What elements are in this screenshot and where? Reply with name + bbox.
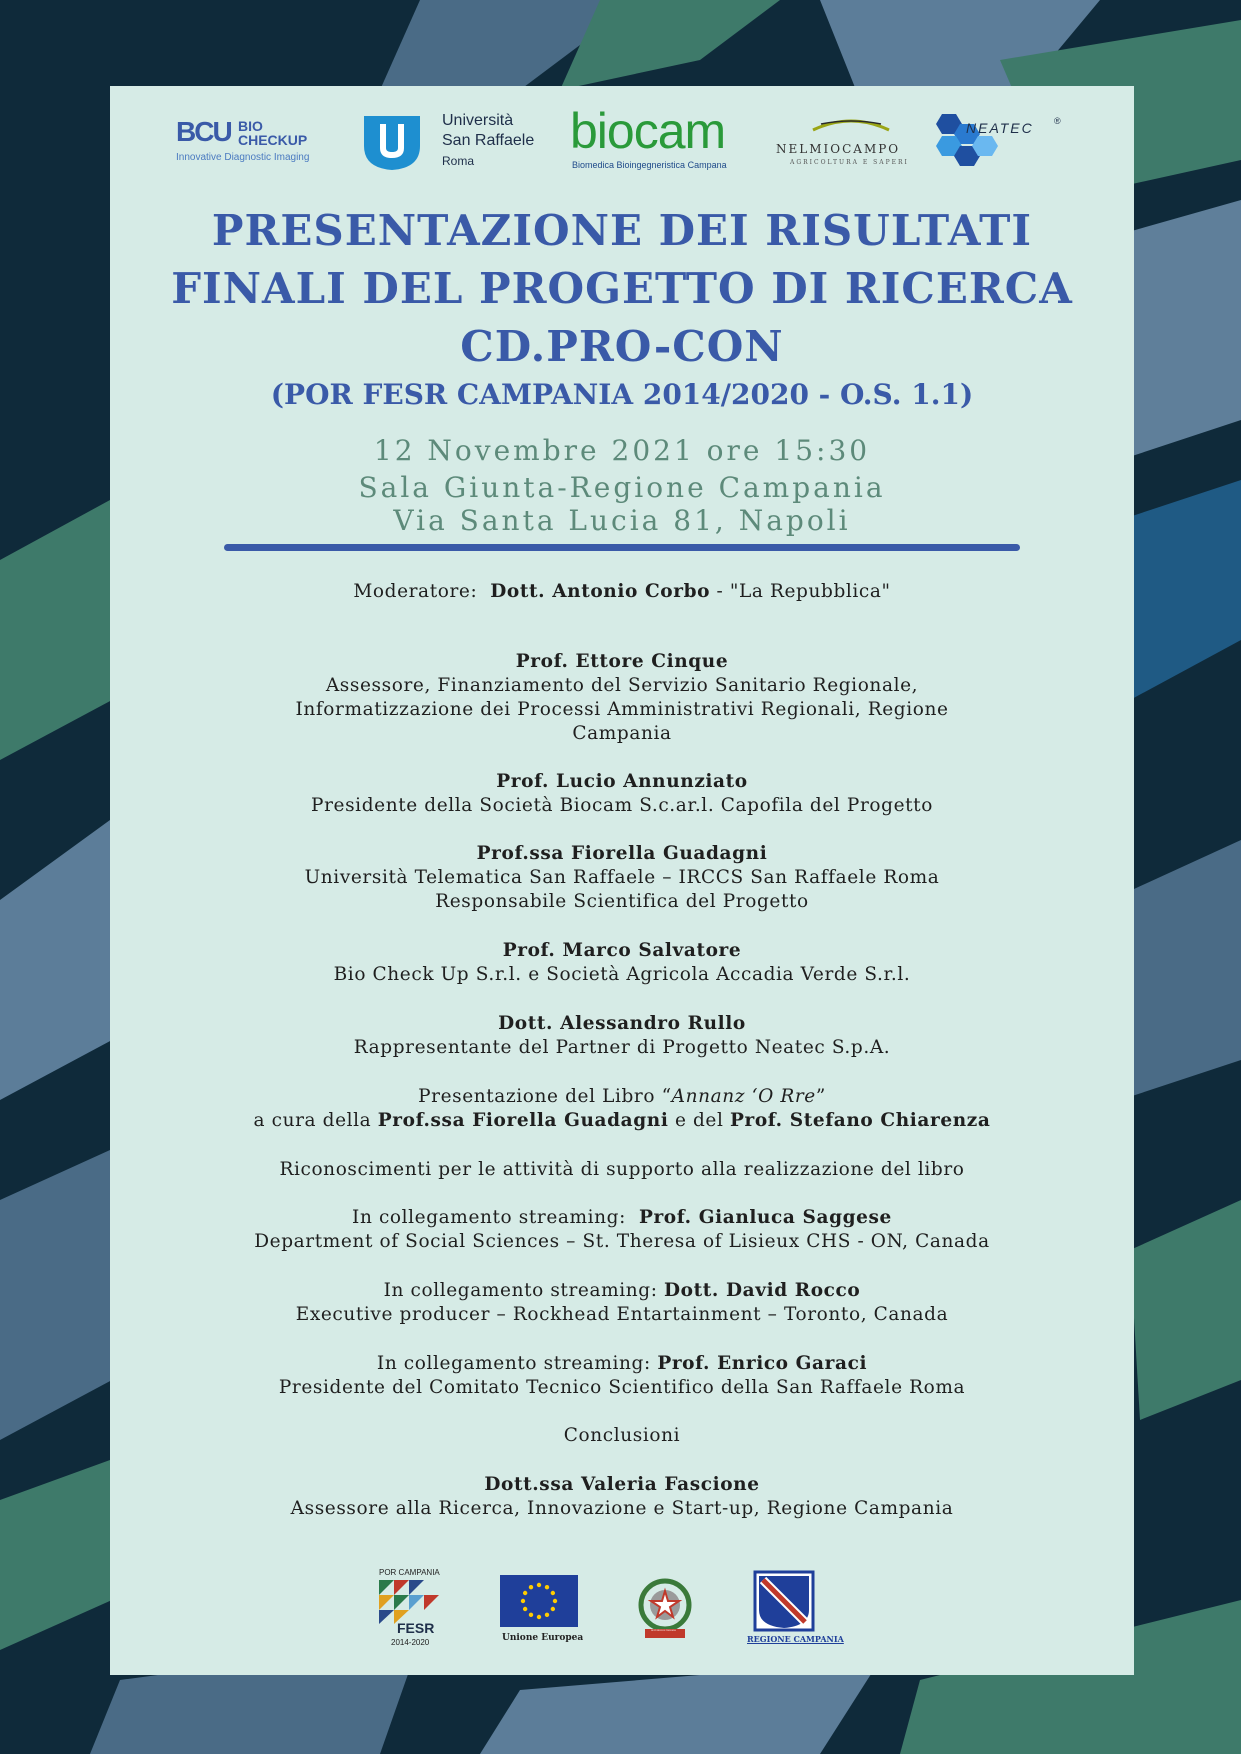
biocheckup-tagline: Innovative Diagnostic Imaging xyxy=(176,152,310,163)
nelmiocampo-leaf-icon xyxy=(811,116,891,138)
speaker-1-role-line-3: Campania xyxy=(572,723,672,744)
por-fesr-logo xyxy=(379,1568,443,1652)
nelmiocampo-tagline: AGRICOLTURA E SAPERI xyxy=(790,159,909,166)
unisr-name-2: San Raffaele xyxy=(442,132,535,149)
title-line-3: CD.PRO-CON xyxy=(460,322,784,371)
speaker-1-role-line-2: Informatizzazione dei Processi Amministrativi Regionali, Regione xyxy=(295,699,949,720)
por-line-3: 2014-2020 xyxy=(391,1638,430,1647)
speaker-2-name: Prof. Lucio Annunziato xyxy=(496,771,748,792)
streaming-2-role: Executive producer – Rockhead Entartainment – Toronto, Canada xyxy=(295,1304,949,1325)
book-author-1: Prof.ssa Fiorella Guadagni xyxy=(377,1110,669,1131)
neatec-hexagons-icon xyxy=(930,110,1020,170)
speaker-1-name: Prof. Ettore Cinque xyxy=(515,651,729,672)
eu-logo xyxy=(500,1575,582,1655)
book-author-2: Prof. Stefano Chiarenza xyxy=(729,1110,991,1131)
streaming-block-2 xyxy=(112,1279,1132,1327)
moderator-label: Moderatore: xyxy=(353,581,478,602)
italy-emblem-label: REPUBBLICA ITALIANA xyxy=(651,1630,676,1632)
nelmiocampo-name: NELMIOCAMPO xyxy=(776,142,901,156)
event-venue: Sala Giunta-Regione Campania xyxy=(358,471,886,504)
title-subtitle: (POR FESR CAMPANIA 2014/2020 - O.S. 1.1) xyxy=(270,378,974,411)
speaker-block-3 xyxy=(112,842,1132,914)
speaker-2-role: Presidente della Società Biocam S.c.ar.l. Capofila del Progetto xyxy=(311,795,933,816)
biocam-tagline: Biomedica Bioingegneristica Campana xyxy=(572,160,727,170)
streaming-3-name: Prof. Enrico Garaci xyxy=(657,1353,868,1374)
event-datetime: 12 Novembre 2021 ore 15:30 xyxy=(373,434,871,467)
moderator-affiliation: - "La Repubblica" xyxy=(716,581,891,602)
book-curated-by: a cura della xyxy=(253,1110,372,1131)
book-presentation xyxy=(112,1085,1132,1133)
speaker-1-role-line-1: Assessore, Finanziamento del Servizio Sanitario Regionale, xyxy=(325,675,919,696)
biocam-logo xyxy=(570,103,760,180)
institution-logos-bottom xyxy=(375,1568,844,1648)
eu-label: Unione Europea xyxy=(502,1633,584,1643)
por-line-1: POR CAMPANIA xyxy=(379,1568,440,1577)
neatec-logo xyxy=(930,110,1080,180)
speaker-4-role: Bio Check Up S.r.l. e Società Agricola Accadia Verde S.r.l. xyxy=(333,964,911,985)
main-title xyxy=(112,206,1132,416)
biocam-name: biocam xyxy=(570,103,726,159)
por-triangles-icon xyxy=(379,1580,441,1624)
streaming-block-1 xyxy=(112,1206,1132,1254)
section-divider xyxy=(224,544,1020,551)
por-line-2: FESR xyxy=(397,1620,435,1636)
unisr-shield-icon xyxy=(360,112,424,172)
streaming-block-3 xyxy=(112,1352,1132,1400)
neatec-registered-mark: ® xyxy=(1054,116,1061,126)
streaming-3-role: Presidente del Comitato Tecnico Scientifico della San Raffaele Roma xyxy=(278,1377,966,1398)
streaming-2-label: In collegamento streaming: xyxy=(383,1280,658,1301)
biocheckup-logo xyxy=(176,110,326,180)
eu-flag-icon xyxy=(500,1575,578,1627)
speaker-3-name: Prof.ssa Fiorella Guadagni xyxy=(476,843,768,864)
campania-shield-icon xyxy=(753,1570,815,1632)
neatec-name: NEATEC xyxy=(966,120,1034,136)
book-close-quote: ” xyxy=(815,1086,826,1107)
unisr-city: Roma xyxy=(442,154,475,168)
partner-logos-top xyxy=(170,103,1080,180)
biocheckup-mark: BCU xyxy=(176,116,231,147)
speaker-4-name: Prof. Marco Salvatore xyxy=(502,940,742,961)
speaker-block-1 xyxy=(112,650,1132,746)
streaming-1-name: Prof. Gianluca Saggese xyxy=(638,1207,892,1228)
unisr-name-1: Università xyxy=(442,112,514,129)
biocheckup-name-1: BIO xyxy=(238,118,263,134)
closing-name: Dott.ssa Valeria Fascione xyxy=(484,1474,760,1495)
speaker-5-role: Rappresentante del Partner di Progetto Neatec S.p.A. xyxy=(353,1037,891,1058)
speaker-block-4 xyxy=(112,939,1132,987)
nelmiocampo-logo xyxy=(776,110,926,180)
streaming-3-label: In collegamento streaming: xyxy=(376,1353,651,1374)
streaming-1-label: In collegamento streaming: xyxy=(352,1207,626,1228)
event-address: Via Santa Lucia 81, Napoli xyxy=(393,504,851,537)
closing-role: Assessore alla Ricerca, Innovazione e Start-up, Regione Campania xyxy=(290,1498,954,1519)
book-and: e del xyxy=(674,1110,724,1131)
streaming-2-name: Dott. David Rocco xyxy=(664,1280,861,1301)
title-line-2: FINALI DEL PROGETTO DI RICERCA xyxy=(171,264,1073,313)
campania-label: REGIONE CAMPANIA xyxy=(747,1634,844,1644)
speaker-block-2 xyxy=(112,770,1132,818)
speaker-5-name: Dott. Alessandro Rullo xyxy=(498,1013,746,1034)
unisr-logo xyxy=(360,110,560,180)
biocheckup-name-2: CHECKUP xyxy=(238,132,308,148)
speaker-block-5 xyxy=(112,1012,1132,1060)
title-line-1: PRESENTAZIONE DEI RISULTATI xyxy=(211,206,1033,255)
speaker-3-role-line-2: Responsabile Scientifica del Progetto xyxy=(435,891,809,912)
moderator-line xyxy=(112,580,1132,604)
closing-block xyxy=(112,1473,1132,1521)
acknowledgements: Riconoscimenti per le attività di supporto alla realizzazione del libro xyxy=(279,1159,965,1180)
streaming-1-role: Department of Social Sciences – St. Theresa of Lisieux CHS - ON, Canada xyxy=(254,1231,990,1252)
conclusions-heading: Conclusioni xyxy=(563,1425,681,1446)
regione-campania-logo xyxy=(743,1570,844,1650)
speaker-3-role-line-1: Università Telematica San Raffaele – IRCCS San Raffaele Roma xyxy=(304,867,940,888)
book-title: Annanz ‘O Rre xyxy=(671,1086,816,1107)
italian-republic-emblem xyxy=(637,1577,697,1647)
book-intro: Presentazione del Libro “ xyxy=(418,1086,672,1107)
moderator-name: Dott. Antonio Corbo xyxy=(490,581,711,602)
